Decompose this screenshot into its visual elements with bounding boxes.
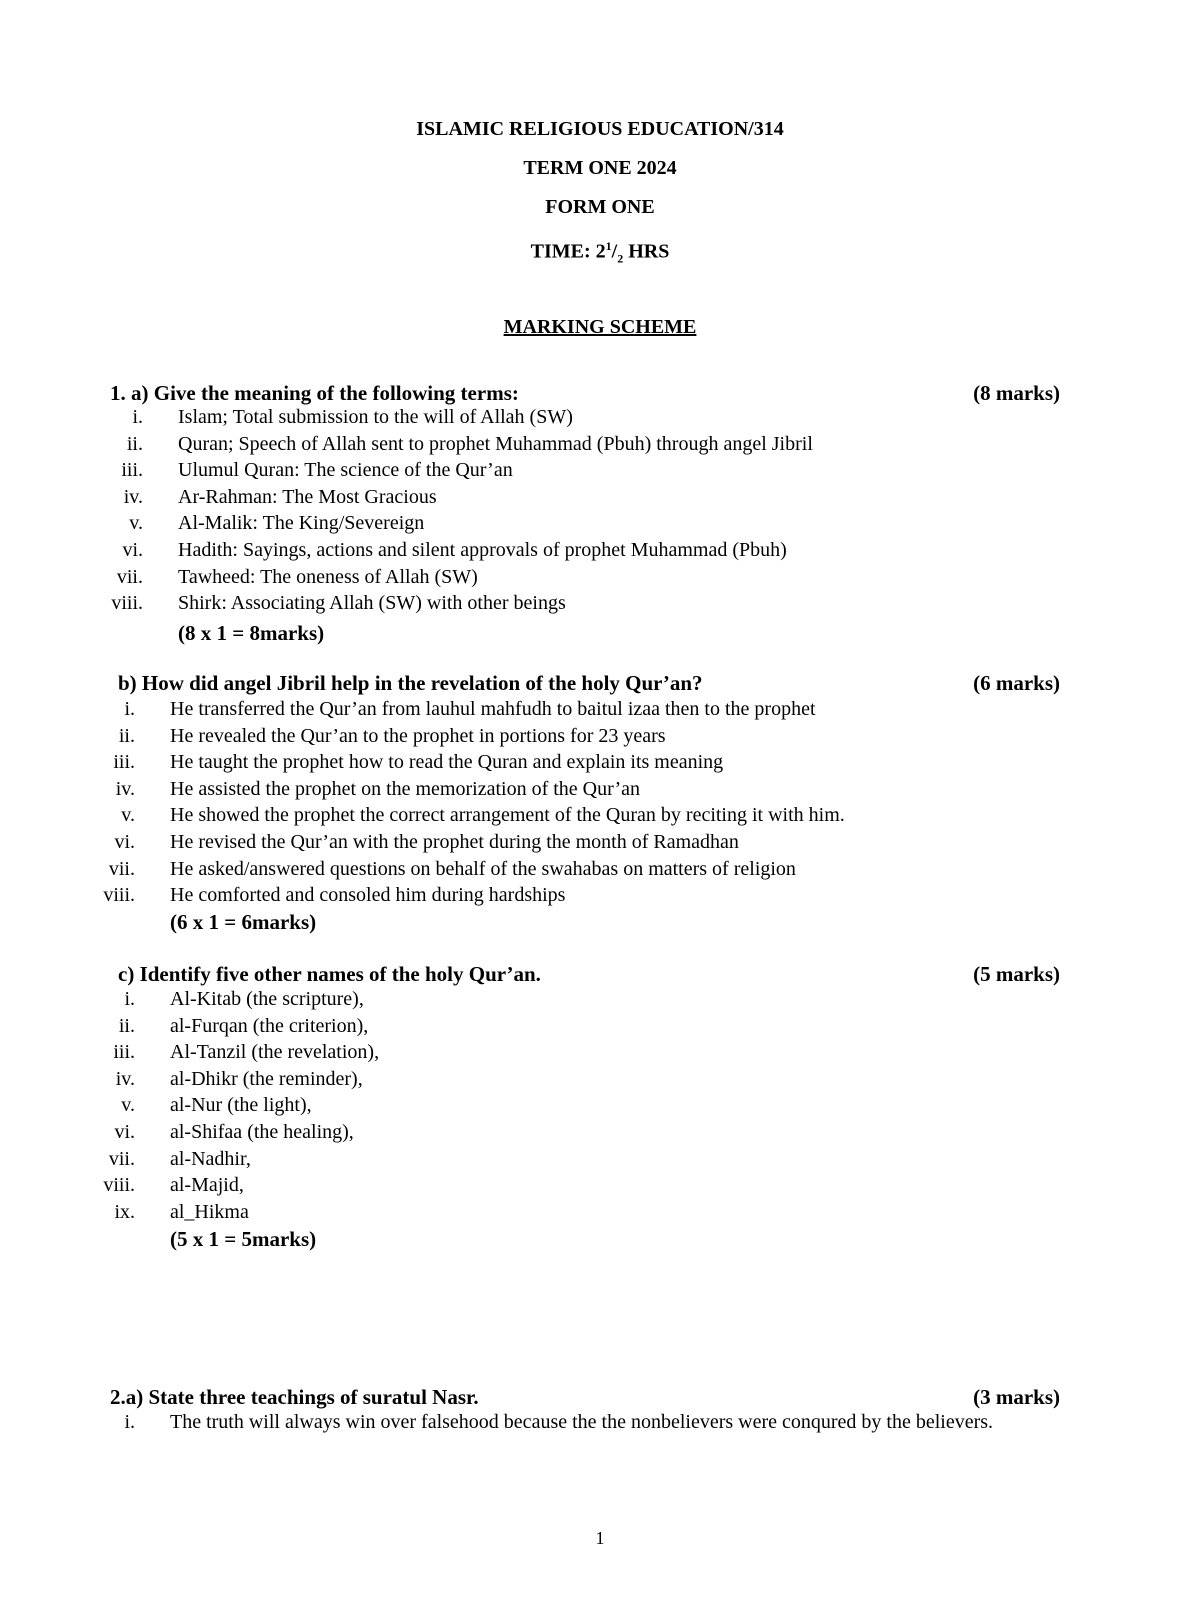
item-number: v. — [121, 1094, 135, 1117]
question-2a: 2.a) State three teachings of suratul Nasr. (3 marks) — [110, 1385, 1060, 1409]
total-1a: (8 x 1 = 8marks) — [178, 621, 325, 645]
item-number: ix. — [114, 1200, 135, 1223]
marks-1a: (8 marks) — [973, 381, 1060, 405]
total-1c: (5 x 1 = 5marks) — [170, 1227, 317, 1251]
item-text: al-Furqan (the criterion), — [170, 1014, 369, 1037]
question-1a: 1. a) Give the meaning of the following terms: (8 marks) — [110, 381, 1060, 405]
marks-1b: (6 marks) — [973, 671, 1060, 695]
time-heading: TIME: $2^1/_2$ HRS — [530, 239, 670, 266]
subject-heading: ISLAMIC RELIGIOUS EDUCATION/314 — [416, 118, 784, 140]
item-number: vi. — [114, 831, 135, 853]
item-text: He revised the Qur’an with the prophet during the month of Ramadhan — [170, 831, 739, 853]
item-text: Ar-Rahman: The Most Gracious — [178, 485, 437, 508]
item-number: vii. — [108, 1147, 135, 1170]
marking-scheme-title: MARKING SCHEME — [503, 316, 697, 338]
item-text: Al-Malik: The King/Severeign — [178, 512, 425, 535]
item-number: i. — [124, 698, 135, 720]
item-text: Ulumul Quran: The science of the Qur’an — [178, 459, 513, 482]
item-number: iii. — [121, 459, 143, 482]
item-text: Islam; Total submission to the will of Allah (SW) — [178, 406, 573, 428]
item-text: Shirk: Associating Allah (SW) with other beings — [178, 592, 566, 615]
item-text: He transferred the Qur’an from lauhul mahfudh to baitul izaa then to the prophet — [170, 698, 816, 720]
item-text: Al-Kitab (the scripture), — [170, 988, 364, 1010]
item-number: iv. — [115, 777, 135, 800]
item-number: v. — [129, 512, 143, 535]
form-heading: FORM ONE — [545, 196, 655, 218]
item-number: i. — [132, 406, 143, 428]
item-number: ii. — [118, 724, 135, 747]
item-text: al-Nur (the light), — [170, 1094, 312, 1117]
item-number: v. — [121, 804, 135, 827]
total-1b: (6 x 1 = 6marks) — [170, 910, 317, 934]
item-text: al-Dhikr (the reminder), — [170, 1067, 363, 1090]
item-text: al-Majid, — [170, 1174, 244, 1197]
item-number: iv. — [115, 1067, 135, 1090]
item-text: al-Shifaa (the healing), — [170, 1121, 354, 1143]
item-text: Quran; Speech of Allah sent to prophet Muhammad (Pbuh) through angel Jibril — [178, 432, 813, 455]
item-text: He showed the prophet the correct arrangement of the Quran by reciting it with him. — [170, 804, 845, 827]
question-1b: b) How did angel Jibril help in the revelation of the holy Qur’an? (6 marks) — [118, 671, 1060, 695]
item-text: He revealed the Qur’an to the prophet in portions for 23 years — [170, 724, 666, 747]
item-text: Hadith: Sayings, actions and silent approvals of prophet Muhammad (Pbuh) — [178, 539, 787, 561]
item-text: al_Hikma — [170, 1200, 249, 1223]
term-heading: TERM ONE 2024 — [523, 157, 677, 179]
item-number: vii. — [116, 565, 143, 588]
item-number: i. — [124, 988, 135, 1010]
question-1c: c) Identify five other names of the holy Qur’an. (5 marks) — [118, 962, 1060, 986]
item-number: ii. — [118, 1014, 135, 1037]
item-text: He taught the prophet how to read the Quran and explain its meaning — [170, 751, 724, 774]
item-number: vii. — [108, 857, 135, 880]
item-number: iii. — [113, 1041, 135, 1064]
item-text: He assisted the prophet on the memorization of the Qur’an — [170, 777, 641, 800]
item-text: al-Nadhir, — [170, 1147, 251, 1170]
marks-1c: (5 marks) — [973, 962, 1060, 986]
marks-2a: (3 marks) — [973, 1385, 1060, 1409]
item-number: viii. — [103, 1174, 135, 1197]
item-number: viii. — [103, 884, 135, 907]
item-number: viii. — [111, 592, 143, 615]
item-text: He comforted and consoled him during hardships — [170, 884, 566, 907]
item-text: The truth will always win over falsehood because the the nonbelievers were conqured by the believers. — [170, 1411, 994, 1433]
item-text: Al-Tanzil (the revelation), — [170, 1041, 380, 1064]
item-number: ii. — [126, 432, 143, 455]
item-number: vi. — [114, 1121, 135, 1143]
item-number: vi. — [122, 539, 143, 561]
page-number: 1 — [595, 1528, 605, 1548]
item-text: Tawheed: The oneness of Allah (SW) — [178, 565, 478, 588]
item-number: iii. — [113, 751, 135, 774]
item-text: He asked/answered questions on behalf of the swahabas on matters of religion — [170, 857, 796, 880]
item-number: iv. — [123, 485, 143, 508]
item-number: i. — [124, 1411, 135, 1433]
